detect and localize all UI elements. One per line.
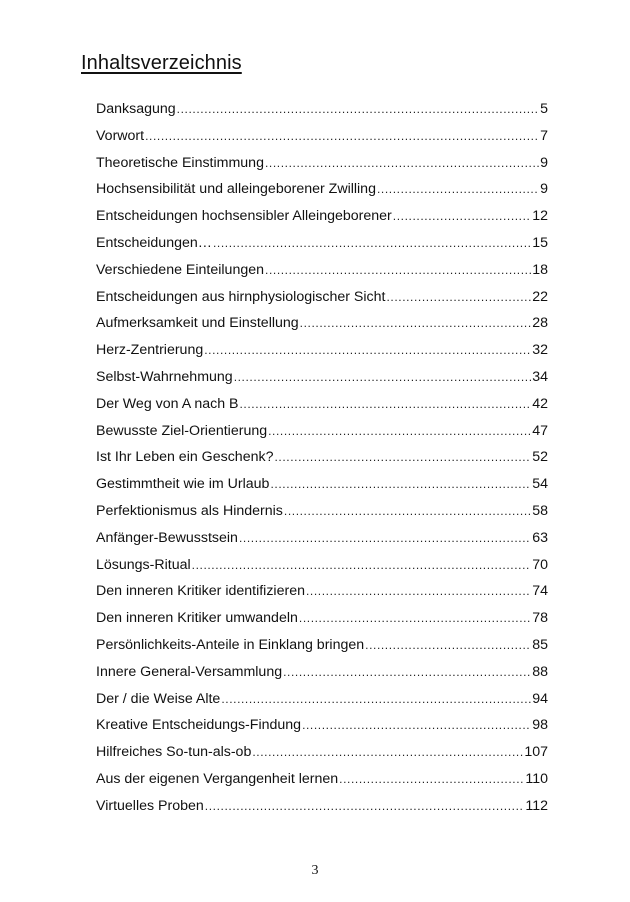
dot-leader bbox=[145, 125, 539, 147]
toc-entry-page-number: 32 bbox=[532, 342, 548, 359]
toc-entry-page-number: 63 bbox=[532, 529, 548, 546]
toc-entry-page-number: 7 bbox=[540, 127, 548, 144]
toc-entry[interactable] bbox=[96, 98, 548, 125]
toc-entry-page-number: 34 bbox=[532, 368, 548, 385]
toc-entry-page-number: 22 bbox=[532, 288, 548, 305]
toc-entry[interactable] bbox=[96, 688, 548, 715]
dot-leader bbox=[365, 634, 531, 656]
toc-entry[interactable] bbox=[96, 634, 548, 661]
toc-entry-page-number: 28 bbox=[532, 315, 548, 332]
toc-entry-label: Ist Ihr Leben ein Geschenk? bbox=[96, 449, 274, 466]
toc-entry-page-number: 9 bbox=[540, 181, 548, 198]
toc-entry-page-number: 110 bbox=[525, 770, 548, 787]
toc-entry-label: Bewusste Ziel-Orientierung bbox=[96, 422, 268, 439]
toc-entry[interactable] bbox=[96, 607, 548, 634]
dot-leader bbox=[270, 473, 531, 495]
dot-leader bbox=[239, 393, 531, 415]
toc-entry-label: Herz-Zentrierung bbox=[96, 342, 204, 359]
toc-entry-page-number: 5 bbox=[540, 101, 548, 117]
toc-entry[interactable] bbox=[96, 661, 548, 688]
toc-entry-label: Danksagung bbox=[96, 101, 176, 117]
toc-entry[interactable] bbox=[96, 527, 548, 554]
toc-entry[interactable] bbox=[96, 393, 548, 420]
toc-entry[interactable] bbox=[96, 125, 548, 152]
toc-entry[interactable] bbox=[96, 500, 548, 527]
toc-entry-page-number: 85 bbox=[532, 636, 548, 653]
toc-entry-page-number: 52 bbox=[532, 449, 548, 466]
toc-entry-page-number: 42 bbox=[532, 395, 548, 412]
toc-entry[interactable] bbox=[96, 446, 548, 473]
dot-leader bbox=[377, 178, 539, 200]
toc-entry-page-number: 58 bbox=[532, 502, 548, 519]
toc-entry-page-number: 107 bbox=[524, 744, 548, 761]
dot-leader bbox=[205, 795, 525, 817]
dot-leader bbox=[177, 98, 539, 120]
toc-entry-label: Hochsensibilität und alleingeborener Zwilling bbox=[96, 181, 376, 198]
toc-entry[interactable] bbox=[96, 259, 548, 286]
toc-entry-label: Anfänger-Bewusstsein bbox=[96, 529, 238, 546]
toc-entry-label: Perfektionismus als Hindernis bbox=[96, 502, 283, 519]
toc-entry-page-number: 12 bbox=[532, 208, 548, 225]
toc-entry-page-number: 78 bbox=[532, 610, 548, 627]
dot-leader bbox=[204, 339, 531, 361]
dot-leader bbox=[299, 607, 531, 629]
toc-entry[interactable] bbox=[96, 232, 548, 259]
toc-entry[interactable] bbox=[96, 420, 548, 447]
toc-entry-page-number: 70 bbox=[532, 556, 548, 573]
toc-entry-label: Den inneren Kritiker umwandeln bbox=[96, 610, 298, 627]
toc-entry-label: Aufmerksamkeit und Einstellung bbox=[96, 315, 299, 332]
toc-entry-label: Der Weg von A nach B bbox=[96, 395, 239, 412]
page-number: 3 bbox=[311, 863, 319, 878]
toc-entry[interactable] bbox=[96, 714, 548, 741]
toc-title: Inhaltsverzeichnis bbox=[81, 52, 242, 74]
toc-entry-label: Entscheidungen hochsensibler Alleingeborener bbox=[96, 208, 392, 225]
toc-entry[interactable] bbox=[96, 286, 548, 313]
dot-leader bbox=[302, 714, 531, 736]
toc-entry-label: Entscheidungen aus hirnphysiologischer Sicht bbox=[96, 288, 386, 305]
toc-entry-page-number: 18 bbox=[532, 261, 548, 278]
toc-entry-label: Innere General-Versammlung bbox=[96, 663, 283, 680]
toc-entry[interactable] bbox=[96, 768, 548, 795]
dot-leader bbox=[252, 741, 523, 763]
toc-entry-page-number: 47 bbox=[532, 422, 548, 439]
toc-entry-label: Kreative Entscheidungs-Findung bbox=[96, 717, 302, 734]
toc-entry-label: Verschiedene Einteilungen bbox=[96, 261, 265, 278]
toc-entry[interactable] bbox=[96, 554, 548, 581]
toc-entry[interactable] bbox=[96, 366, 548, 393]
toc-entry-label: Lösungs-Ritual bbox=[96, 556, 191, 573]
toc-entry-label: Der / die Weise Alte bbox=[96, 690, 221, 707]
toc-entry-page-number: 94 bbox=[532, 690, 548, 707]
toc-entry-label: Persönlichkeits-Anteile in Einklang bringen bbox=[96, 636, 365, 653]
dot-leader bbox=[234, 366, 532, 388]
dot-leader bbox=[393, 205, 531, 227]
toc-entry[interactable] bbox=[96, 473, 548, 500]
toc-entry-label: Hilfreiches So-tun-als-ob bbox=[96, 744, 252, 761]
toc-entry-page-number: 98 bbox=[532, 717, 548, 734]
toc-entry-page-number: 54 bbox=[532, 476, 548, 493]
dot-leader bbox=[306, 580, 531, 602]
dot-leader bbox=[221, 688, 531, 710]
toc-entry-page-number: 9 bbox=[540, 154, 548, 171]
toc-entry-label: Den inneren Kritiker identifizieren bbox=[96, 583, 305, 600]
toc-entry-label: Virtuelles Proben bbox=[96, 797, 204, 814]
dot-leader bbox=[213, 232, 531, 254]
toc-entry-label: Vorwort bbox=[96, 127, 145, 144]
dot-leader bbox=[300, 312, 532, 334]
toc-entry-label: Gestimmtheit wie im Urlaub bbox=[96, 476, 270, 493]
toc-entry-page-number: 88 bbox=[532, 663, 548, 680]
toc-entry[interactable] bbox=[96, 152, 548, 179]
dot-leader bbox=[274, 446, 531, 468]
toc-entry[interactable] bbox=[96, 178, 548, 205]
toc-entry-label: Entscheidungen… bbox=[96, 234, 212, 251]
toc-entry-page-number: 74 bbox=[532, 583, 548, 600]
toc-entry[interactable] bbox=[96, 795, 548, 822]
dot-leader bbox=[192, 554, 532, 576]
dot-leader bbox=[265, 259, 531, 281]
dot-leader bbox=[284, 500, 531, 522]
toc-entry-label: Aus der eigenen Vergangenheit lernen bbox=[96, 770, 339, 787]
toc-entry-page-number: 112 bbox=[525, 797, 548, 814]
toc-entry[interactable] bbox=[96, 741, 548, 768]
dot-leader bbox=[283, 661, 531, 683]
dot-leader bbox=[339, 768, 524, 790]
toc-entry-label: Theoretische Einstimmung bbox=[96, 154, 264, 171]
table-of-contents bbox=[96, 98, 548, 822]
toc-entry[interactable] bbox=[96, 339, 548, 366]
toc-entry-label: Selbst-Wahrnehmung bbox=[96, 368, 233, 385]
dot-leader bbox=[386, 286, 531, 308]
dot-leader bbox=[265, 152, 539, 174]
toc-entry[interactable] bbox=[96, 580, 548, 607]
dot-leader bbox=[239, 527, 531, 549]
dot-leader bbox=[268, 420, 531, 442]
toc-entry-page-number: 15 bbox=[532, 234, 548, 251]
toc-entry[interactable] bbox=[96, 205, 548, 232]
toc-entry[interactable] bbox=[96, 312, 548, 339]
